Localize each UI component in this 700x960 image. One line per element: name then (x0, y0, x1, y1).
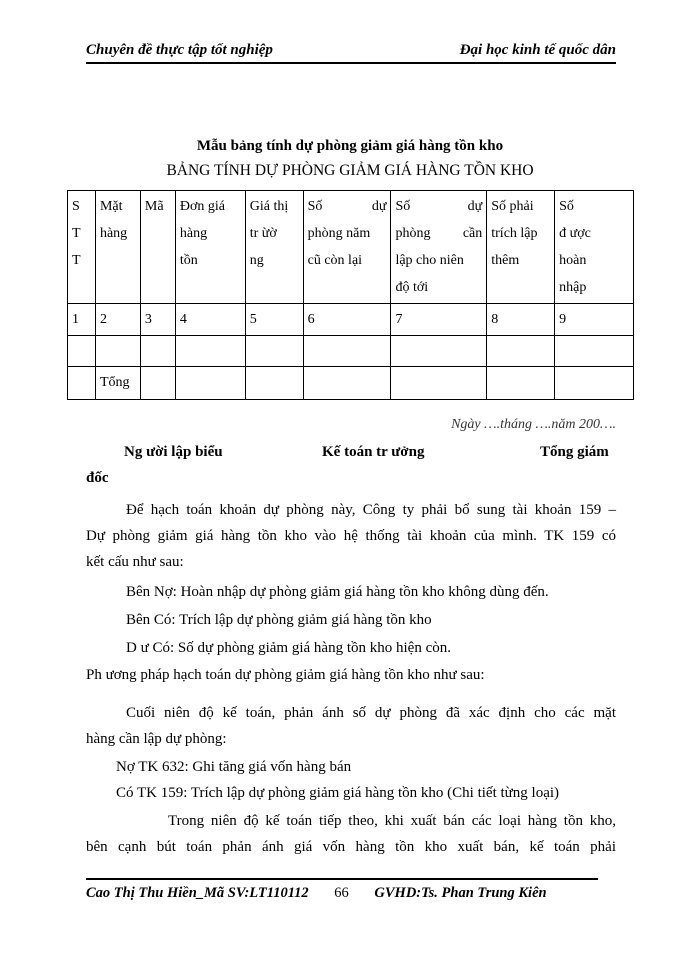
table-cell: 4 (175, 304, 245, 336)
table-cell (303, 336, 391, 367)
paragraph-1-line-1: Để hạch toán khoản dự phòng này, Công ty phải bổ sung tài khoản 159 – (126, 502, 616, 518)
header-cell-unit-price: Đơn giá hàng tồn (175, 191, 245, 304)
header-cell-stt: S T T (68, 191, 96, 304)
table-cell: 6 (303, 304, 391, 336)
date-line: Ngày ….tháng ….năm 200…. (451, 417, 616, 432)
signature-director-cont: đốc (86, 470, 109, 486)
table-cell (140, 336, 175, 367)
header-cell-additional: Số phải trích lập thêm (487, 191, 555, 304)
table-row-total (68, 367, 634, 400)
page-header (86, 40, 616, 64)
table-cell (487, 336, 555, 367)
paragraph-1-line-3: kết cấu như sau: (86, 554, 184, 570)
method-heading: Ph ương pháp hạch toán dự phòng giảm giá hàng tồn kho như sau: (86, 667, 485, 683)
table-cell (68, 336, 96, 367)
page-footer (86, 878, 598, 902)
table-cell (68, 367, 96, 400)
credit-balance: D ư Có: Số dự phòng giảm giá hàng tồn kho hiện còn. (126, 640, 451, 656)
signature-preparer: Ng ười lập biểu (124, 444, 223, 460)
total-label: Tổng (95, 367, 140, 400)
table-cell (140, 367, 175, 400)
table-cell (95, 336, 140, 367)
paragraph-2-line-1: Cuối niên độ kế toán, phản ánh số dự phòng đã xác định cho các mặt (126, 705, 616, 721)
header-thesis-title: Chuyên đề thực tập tốt nghiệp (86, 42, 273, 58)
page-number: 66 (334, 885, 349, 901)
table-cell (555, 336, 634, 367)
table-cell (175, 367, 245, 400)
table-cell: 2 (95, 304, 140, 336)
footer-author: Cao Thị Thu Hiền_Mã SV:LT110112 (86, 885, 309, 901)
paragraph-1-line-2: Dự phòng giảm giá hàng tồn kho vào hệ thống tài khoản của mình. TK 159 có (86, 528, 616, 544)
table-cell: 7 (391, 304, 487, 336)
table-cell: 1 (68, 304, 96, 336)
table-cell: 9 (555, 304, 634, 336)
table-cell (487, 367, 555, 400)
paragraph-3-line-2: bên cạnh bút toán phản ánh giá vốn hàng tồn kho xuất bán, kế toán phải (86, 839, 616, 855)
table-cell (555, 367, 634, 400)
header-university: Đại học kinh tế quốc dân (459, 42, 616, 58)
header-cell-item: Mặt hàng (95, 191, 140, 304)
journal-entry-credit: Có TK 159: Trích lập dự phòng giảm giá hàng tồn kho (Chi tiết từng loại) (116, 785, 560, 801)
table-cell (245, 367, 303, 400)
header-cell-required: Số dự phòng cần lập cho niên độ tới (391, 191, 487, 304)
header-cell-remaining: Số dự phòng năm cũ còn lại (303, 191, 391, 304)
table-row-blank (68, 336, 634, 367)
table-cell (175, 336, 245, 367)
table-cell (245, 336, 303, 367)
provision-table (67, 190, 634, 400)
credit-side: Bên Có: Trích lập dự phòng giảm giá hàng tồn kho (126, 612, 432, 628)
table-cell: 5 (245, 304, 303, 336)
table-cell: 8 (487, 304, 555, 336)
table-row-numbers (68, 304, 634, 336)
debit-side: Bên Nợ: Hoàn nhập dự phòng giảm giá hàng tồn kho không dùng đến. (126, 584, 549, 600)
header-cell-market-price: Giá thị tr ừờ ng (245, 191, 303, 304)
table-header-row (68, 191, 634, 304)
table-cell: 3 (140, 304, 175, 336)
signature-director: Tổng giám (540, 444, 609, 460)
table-cell (391, 336, 487, 367)
header-cell-reversal: Số đ ược hoàn nhập (555, 191, 634, 304)
table-caption: Mẫu bảng tính dự phòng giảm giá hàng tồn kho (196, 138, 504, 154)
table-title: BẢNG TÍNH DỰ PHÒNG GIẢM GIÁ HÀNG TỒN KHO (166, 162, 534, 179)
signature-accountant: Kế toán tr ưởng (322, 444, 425, 460)
footer-advisor: GVHD:Ts. Phan Trung Kiên (374, 885, 547, 901)
header-cell-code: Mã (140, 191, 175, 304)
paragraph-2-line-2: hàng cần lập dự phòng: (86, 731, 227, 747)
table-cell (303, 367, 391, 400)
journal-entry-debit: Nợ TK 632: Ghi tăng giá vốn hàng bán (116, 759, 352, 775)
table-cell (391, 367, 487, 400)
paragraph-3-line-1: Trong niên độ kế toán tiếp theo, khi xuất bán các loại hàng tồn kho, (168, 813, 616, 829)
